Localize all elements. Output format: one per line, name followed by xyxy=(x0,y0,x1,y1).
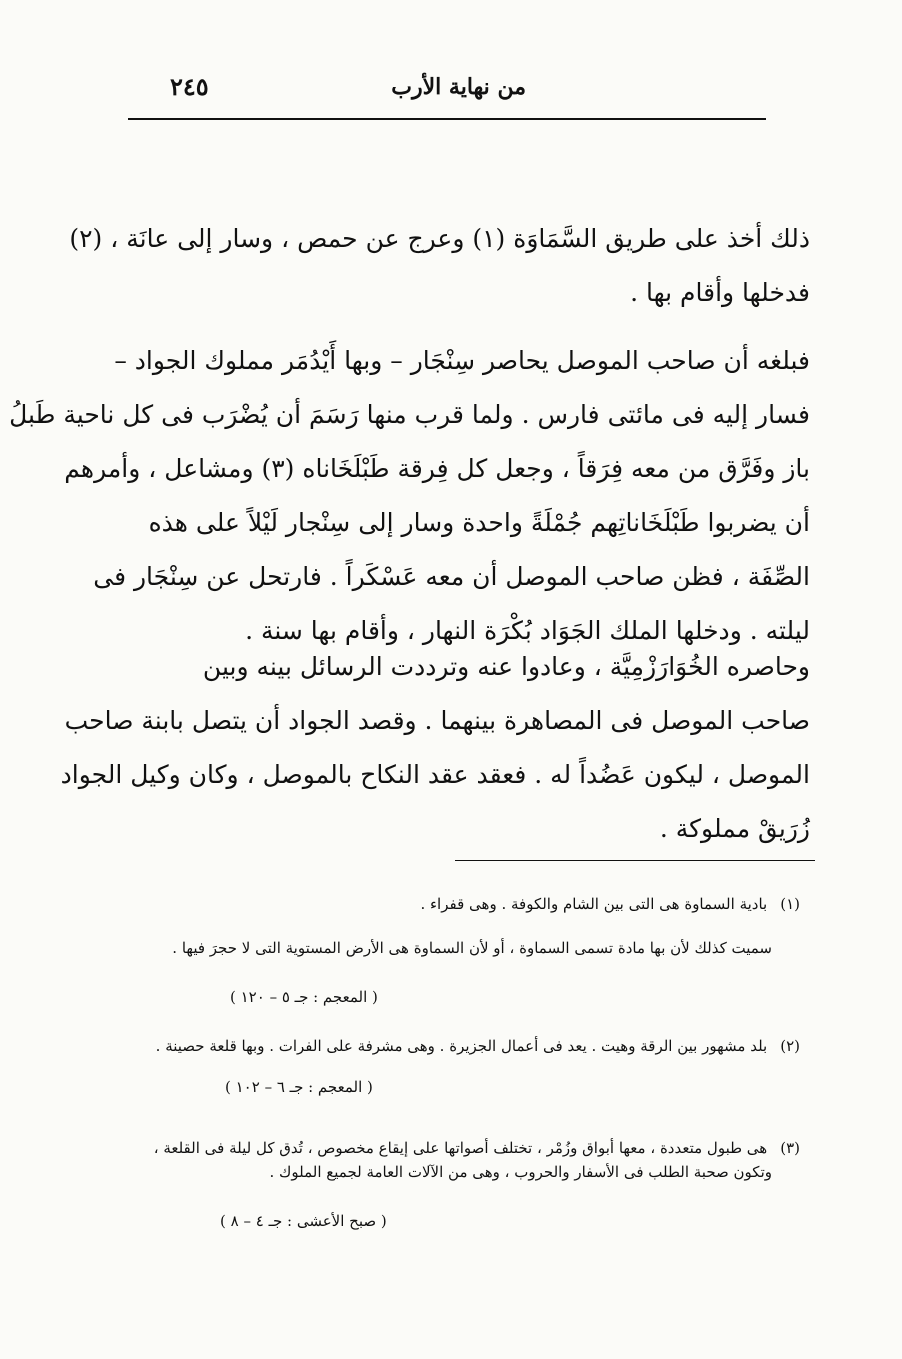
paragraph-2 xyxy=(9,334,810,658)
footnote-text: وتكون صحبة الطلب فى الأسفار والحروب ، وهى من الآلات العامة لجميع الملوك . xyxy=(269,1163,772,1181)
page-header xyxy=(128,68,766,108)
running-title: من نهاية الأرب xyxy=(391,74,526,100)
text-line: صاحب الموصل فى المصاهرة بينهما . وقصد الجواد أن يتصل بابنة صاحب xyxy=(64,706,810,735)
footnote-number: (١) xyxy=(780,895,800,913)
footnote-source: ( المعجم : جـ ٥ – ١٢٠ ) xyxy=(230,988,378,1006)
text-line: فبلغه أن صاحب الموصل يحاصر سِنْجَار – وبها أَيْدُمَر مملوك الجواد – xyxy=(114,346,810,375)
footnote-text: بادية السماوة هى التى بين الشام والكوفة . وهى قفراء . xyxy=(420,895,768,913)
footnote-rule xyxy=(455,860,815,861)
footnote-text: بلد مشهور بين الرقة وهيت . يعد فى أعمال الجزيرة . وهى مشرفة على الفرات . وبها قلعة حصينة . xyxy=(155,1037,768,1055)
text-line: ليلته . ودخلها الملك الجَوَاد بُكْرَة النهار ، وأقام بها سنة . xyxy=(245,616,810,645)
footnote-number: (٣) xyxy=(780,1139,800,1157)
text-line: باز وفَرَّق من معه فِرَقاً ، وجعل كل فِرقة طَبْلَخَاناه (٣) ومشاعل ، وأمرهم xyxy=(64,454,810,483)
footnote-1 xyxy=(170,892,800,960)
paragraph-1 xyxy=(69,212,810,320)
footnote-text: هى طبول متعددة ، معها أبواق وزُمْر ، تختلف أصواتها على إيقاع مخصوص ، تُدق كل ليلة فى القلعة ، xyxy=(153,1139,768,1157)
text-line: فدخلها وأقام بها . xyxy=(630,278,810,307)
text-line: ذلك أخذ على طريق السَّمَاوَة (١) وعرج عن حمص ، وسار إلى عانَة ، (٢) xyxy=(69,224,810,253)
paragraph-3 xyxy=(60,640,810,856)
text-line: الموصل ، ليكون عَضُداً له . فعقد عقد النكاح بالموصل ، وكان وكيل الجواد xyxy=(60,760,810,789)
text-line: الصِّفَة ، فظن صاحب الموصل أن معه عَسْكَراً . فارتحل عن سِنْجَار فى xyxy=(93,562,810,591)
footnote-3 xyxy=(153,1136,800,1184)
text-line: فسار إليه فى مائتى فارس . ولما قرب منها رَسَمَ أن يُضْرَب فى كل ناحية طَبلُ xyxy=(9,400,810,429)
footnote-number: (٢) xyxy=(780,1037,800,1055)
page-number: ٢٤٥ xyxy=(170,72,209,101)
footnote-source: ( المعجم : جـ ٦ – ١٠٢ ) xyxy=(225,1078,373,1096)
text-line: وحاصره الخُوَارَزْمِيَّة ، وعادوا عنه وترددت الرسائل بينه وبين xyxy=(202,652,810,681)
text-line: أن يضربوا طَبْلَخَاناتِهم جُمْلَةً واحدة وسار إلى سِنْجار لَيْلاً على هذه xyxy=(148,508,810,537)
footnote-2 xyxy=(155,1034,800,1058)
footnote-source: ( صبح الأعشى : جـ ٤ – ٨ ) xyxy=(220,1212,387,1230)
header-rule xyxy=(128,118,766,120)
footnote-text: سميت كذلك لأن بها مادة تسمى السماوة ، أو لأن السماوة هى الأرض المستوية التى لا حجرَ فيها . xyxy=(172,939,772,957)
text-line: زُرَيقْ مملوكة . xyxy=(659,814,810,843)
